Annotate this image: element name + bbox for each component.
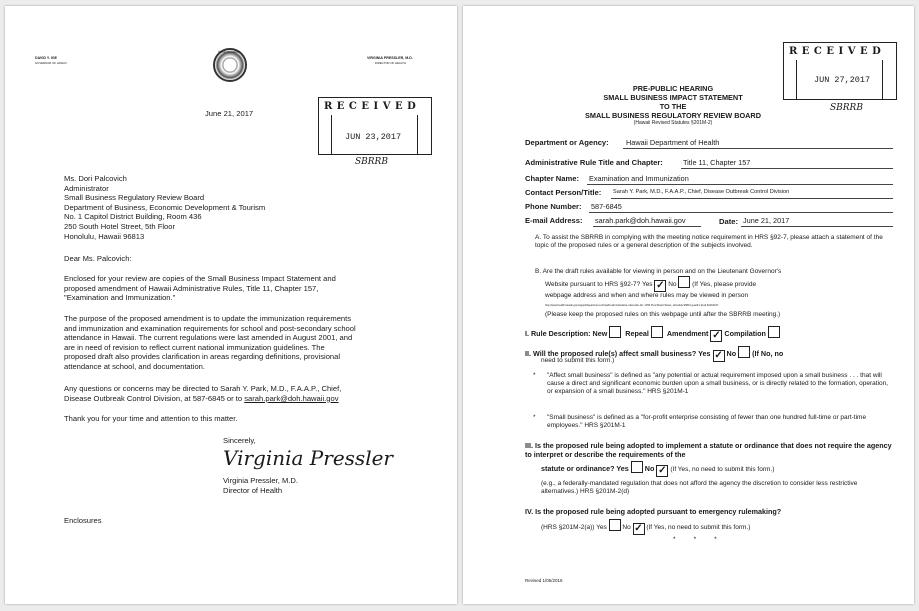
section-iii: III. Is the proposed rule being adopted to implement a statute or ordinance that does not require the agency to interpret or describe the requirements of the bbox=[525, 441, 892, 459]
repeal-checkbox[interactable] bbox=[651, 326, 663, 338]
option-no-label: No bbox=[644, 464, 655, 473]
heading-line: TO THE bbox=[659, 102, 687, 111]
recipient-address bbox=[64, 174, 265, 241]
item-a: A. To assist the SBRRB in complying with the meeting notice requirement in HRS §92-7, please attach a statement of the topic of the proposed rules or a general description of the subjects involved. bbox=[535, 234, 883, 249]
field-underline bbox=[589, 212, 893, 213]
enclosures-label: Enclosures bbox=[64, 516, 102, 525]
website-no-checkbox[interactable] bbox=[678, 276, 690, 288]
phone-label: Phone Number: bbox=[525, 202, 582, 211]
revised-date: Revised 1/05/2016 bbox=[525, 578, 563, 583]
ii-no-checkbox[interactable] bbox=[738, 346, 750, 358]
new-checkbox[interactable] bbox=[609, 326, 621, 338]
item-b-line: (Please keep the proposed rules on this webpage until after the SBRRB meeting.) bbox=[545, 311, 781, 318]
website-yes-checkbox[interactable]: ✓ bbox=[656, 280, 665, 291]
heading-line: PRE-PUBLIC HEARING bbox=[632, 84, 714, 93]
impact-statement-page bbox=[463, 6, 914, 604]
ii-yes-checkbox[interactable]: ✓ bbox=[714, 350, 723, 361]
section-iii-line3 bbox=[541, 461, 774, 477]
closing: Sincerely, bbox=[223, 436, 256, 445]
signer-title: Director of Health bbox=[223, 486, 283, 495]
iii-yes-checkbox[interactable] bbox=[631, 461, 643, 473]
paragraph-thanks: Thank you for your time and attention to this matter. bbox=[64, 414, 238, 423]
paragraph-line: The purpose of the proposed amendment is to update the immunization requirements bbox=[64, 314, 352, 323]
email-value: sarah.park@doh.hawaii.gov bbox=[595, 216, 686, 225]
field-underline bbox=[623, 148, 893, 149]
item-b-text: Website pursuant to HRS §92-7? Yes bbox=[545, 281, 653, 288]
iv-yes-checkbox[interactable] bbox=[609, 519, 621, 531]
director-name-header: VIRGINIA PRESSLER, M.D. bbox=[367, 56, 413, 60]
dept-value: Hawaii Department of Health bbox=[626, 138, 720, 147]
item-b-text: No bbox=[668, 281, 677, 288]
item-b-url: http://www.health.hawaii.gov/opppd/department-of-health-administrative-rules-title-11/; 1250 Punchbowl Street, Honolulu 96813 guard's desk 6/26/2017 bbox=[545, 304, 719, 307]
seal-text: STATE OF HAWAII bbox=[218, 51, 240, 54]
definition-affect-small-business: "Affect small business" is defined as "any potential or actual requirement imposed upon a small business . . . that will cause a direct and significant economic burden upon a small business, or is directly related to the formation, operation, or expansion of a small business." HRS §201M-1 bbox=[547, 372, 889, 395]
dept-label: Department or Agency: bbox=[525, 138, 609, 147]
section-ii-label: II. Will the proposed rule(s) affect small business? Yes bbox=[525, 349, 711, 358]
item-b-text: (If Yes, please provide bbox=[692, 281, 757, 288]
paragraph-line: attendance in Hawaii. The current regulations were last amended in August 2001, and bbox=[64, 333, 353, 343]
field-underline bbox=[741, 226, 893, 227]
paragraph-line: proposed amendment of Hawaii Administrative Rules, Title 11, Chapter 157, bbox=[64, 283, 319, 293]
iii-no-checkbox[interactable]: ✓ bbox=[658, 465, 667, 476]
stamp-initials: SBRRB bbox=[830, 103, 863, 113]
email-label: E-mail Address: bbox=[525, 216, 583, 225]
rule-value: Title 11, Chapter 157 bbox=[683, 158, 751, 167]
option-amendment-label: Amendment bbox=[666, 329, 709, 338]
bullet-asterisk: * bbox=[533, 372, 536, 379]
heading-line: SMALL BUSINESS IMPACT STATEMENT bbox=[603, 93, 743, 102]
heading-line: (Hawaii Revised Statutes §201M-2) bbox=[633, 120, 713, 126]
state-seal-logo bbox=[213, 48, 247, 82]
section-iv-line2 bbox=[541, 519, 750, 535]
paragraph-line: attendance at school, and documentation. bbox=[64, 361, 206, 371]
iv-no-checkbox[interactable]: ✓ bbox=[634, 523, 643, 534]
definition-small-business: "Small business" is defined as a "for-profit enterprise consisting of fewer than one hundred full-time or part-time employees." HRS §201M-1 bbox=[547, 414, 867, 429]
field-underline bbox=[587, 184, 893, 185]
field-underline bbox=[611, 198, 893, 199]
paragraph-line: and immunization and examination requirements for school and post-secondary school bbox=[64, 323, 356, 333]
address-line: Department of Business, Economic Development & Tourism bbox=[64, 202, 266, 212]
paragraph-line: proposed draft also provides clarification in areas regarding definitions, provisional bbox=[64, 352, 341, 362]
salutation: Dear Ms. Palcovich: bbox=[64, 254, 132, 263]
amendment-checkbox[interactable]: ✓ bbox=[712, 330, 721, 341]
section-ii-note: (If No, no bbox=[752, 349, 784, 358]
rule-label: Administrative Rule Title and Chapter: bbox=[525, 158, 663, 167]
governor-name: DAVID Y. IGE bbox=[35, 56, 58, 60]
section-iv-note: (If Yes, no need to submit this form.) bbox=[646, 524, 751, 531]
received-stamp bbox=[783, 42, 897, 100]
option-no-label: No bbox=[726, 349, 737, 358]
address-line: 250 South Hotel Street, 5th Floor bbox=[64, 221, 176, 231]
stamp-date: JUN 23,2017 bbox=[345, 132, 402, 142]
address-line: Honolulu, Hawaii 96813 bbox=[64, 231, 145, 241]
phone-value: 587-6845 bbox=[591, 202, 622, 211]
field-underline bbox=[593, 226, 701, 227]
item-b-line bbox=[535, 276, 895, 292]
stamp-right-bar bbox=[882, 60, 895, 99]
contact-value: Sarah Y. Park, M.D., F.A.A.P., Chief, Disease Outbreak Control Division bbox=[613, 189, 790, 195]
section-iv: IV. Is the proposed rule being adopted pursuant to emergency rulemaking? bbox=[525, 507, 782, 516]
stamp-received-text: RECEIVED bbox=[324, 101, 421, 112]
section-iii-text: statute or ordinance? Yes bbox=[541, 464, 629, 473]
item-b bbox=[535, 268, 895, 319]
date-label: Date: bbox=[719, 217, 738, 226]
paragraph-enclosed bbox=[64, 274, 336, 303]
paragraph-text: Disease Outbreak Control Division, at 587-6845 or to bbox=[64, 393, 243, 403]
section-ii-note-2: need to submit this form.) bbox=[541, 357, 615, 364]
address-line: Ms. Dori Palcovich bbox=[64, 174, 127, 183]
chapter-label: Chapter Name: bbox=[525, 174, 580, 183]
section-iii-note: (If Yes, no need to submit this form.) bbox=[670, 466, 775, 473]
option-compilation-label: Compilation bbox=[724, 329, 766, 338]
section-break-asterisks: * * * bbox=[673, 536, 717, 543]
signer-name: Virginia Pressler, M.D. bbox=[223, 476, 298, 485]
paragraph-purpose bbox=[64, 314, 356, 372]
heading-line: SMALL BUSINESS REGULATORY REVIEW BOARD bbox=[585, 111, 761, 120]
section-iv-text: (HRS §201M-2(a)) Yes bbox=[541, 524, 607, 531]
letter-date: June 21, 2017 bbox=[205, 109, 254, 118]
stamp-right-bar bbox=[417, 115, 430, 154]
paragraph-questions bbox=[64, 384, 341, 403]
address-line: No. 1 Capitol District Building, Room 436 bbox=[64, 212, 202, 222]
email-link[interactable]: sarah.park@doh.hawaii.gov bbox=[244, 393, 339, 403]
address-line: Small Business Regulatory Review Board bbox=[64, 193, 205, 203]
item-b-line: webpage address and when and where rules may be viewed in person bbox=[545, 292, 749, 299]
section-i-label: I. Rule Description: bbox=[525, 329, 591, 338]
paragraph-line: "Examination and Immunization." bbox=[64, 293, 176, 303]
paragraph-line bbox=[64, 394, 341, 404]
director-title-header: DIRECTOR OF HEALTH bbox=[375, 61, 406, 65]
chapter-value: Examination and Immunization bbox=[589, 174, 689, 183]
option-no-label: No bbox=[622, 524, 631, 531]
form-heading bbox=[553, 84, 793, 127]
paragraph-line: Any questions or concerns may be directed to Sarah Y. Park, M.D., F.A.A.P., Chief, bbox=[64, 384, 342, 393]
stamp-date: JUN 27,2017 bbox=[814, 75, 871, 85]
address-line: Administrator bbox=[64, 183, 109, 193]
contact-label: Contact Person/Title: bbox=[525, 188, 602, 197]
received-stamp bbox=[318, 97, 432, 155]
paragraph-line: Enclosed for your review are copies of the Small Business Impact Statement and bbox=[64, 274, 336, 283]
paragraph-line: are in need of revision to reflect current national immunization guidelines. The bbox=[64, 342, 325, 352]
option-new-label: New bbox=[592, 329, 608, 338]
section-iii-example: (e.g., a federally-mandated regulation that does not afford the agency the discretion to consider less restrictive alternatives.) HRS §201M-2(d) bbox=[541, 480, 858, 495]
option-repeal-label: Repeal bbox=[625, 329, 649, 338]
stamp-left-bar bbox=[319, 115, 332, 154]
cover-letter-page bbox=[5, 6, 457, 604]
stamp-initials: SBRRB bbox=[355, 157, 388, 167]
stamp-received-text: RECEIVED bbox=[789, 46, 886, 57]
item-b-line: B. Are the draft rules available for viewing in person and on the Lieutenant Governor's bbox=[535, 268, 782, 275]
section-i bbox=[525, 326, 780, 342]
bullet-asterisk: * bbox=[533, 414, 536, 421]
compilation-checkbox[interactable] bbox=[768, 326, 780, 338]
governor-title: GOVERNOR OF HAWAII bbox=[35, 61, 67, 65]
signature: Virginia Pressler bbox=[223, 446, 393, 470]
field-underline bbox=[681, 168, 893, 169]
date-value: June 21, 2017 bbox=[743, 216, 790, 225]
